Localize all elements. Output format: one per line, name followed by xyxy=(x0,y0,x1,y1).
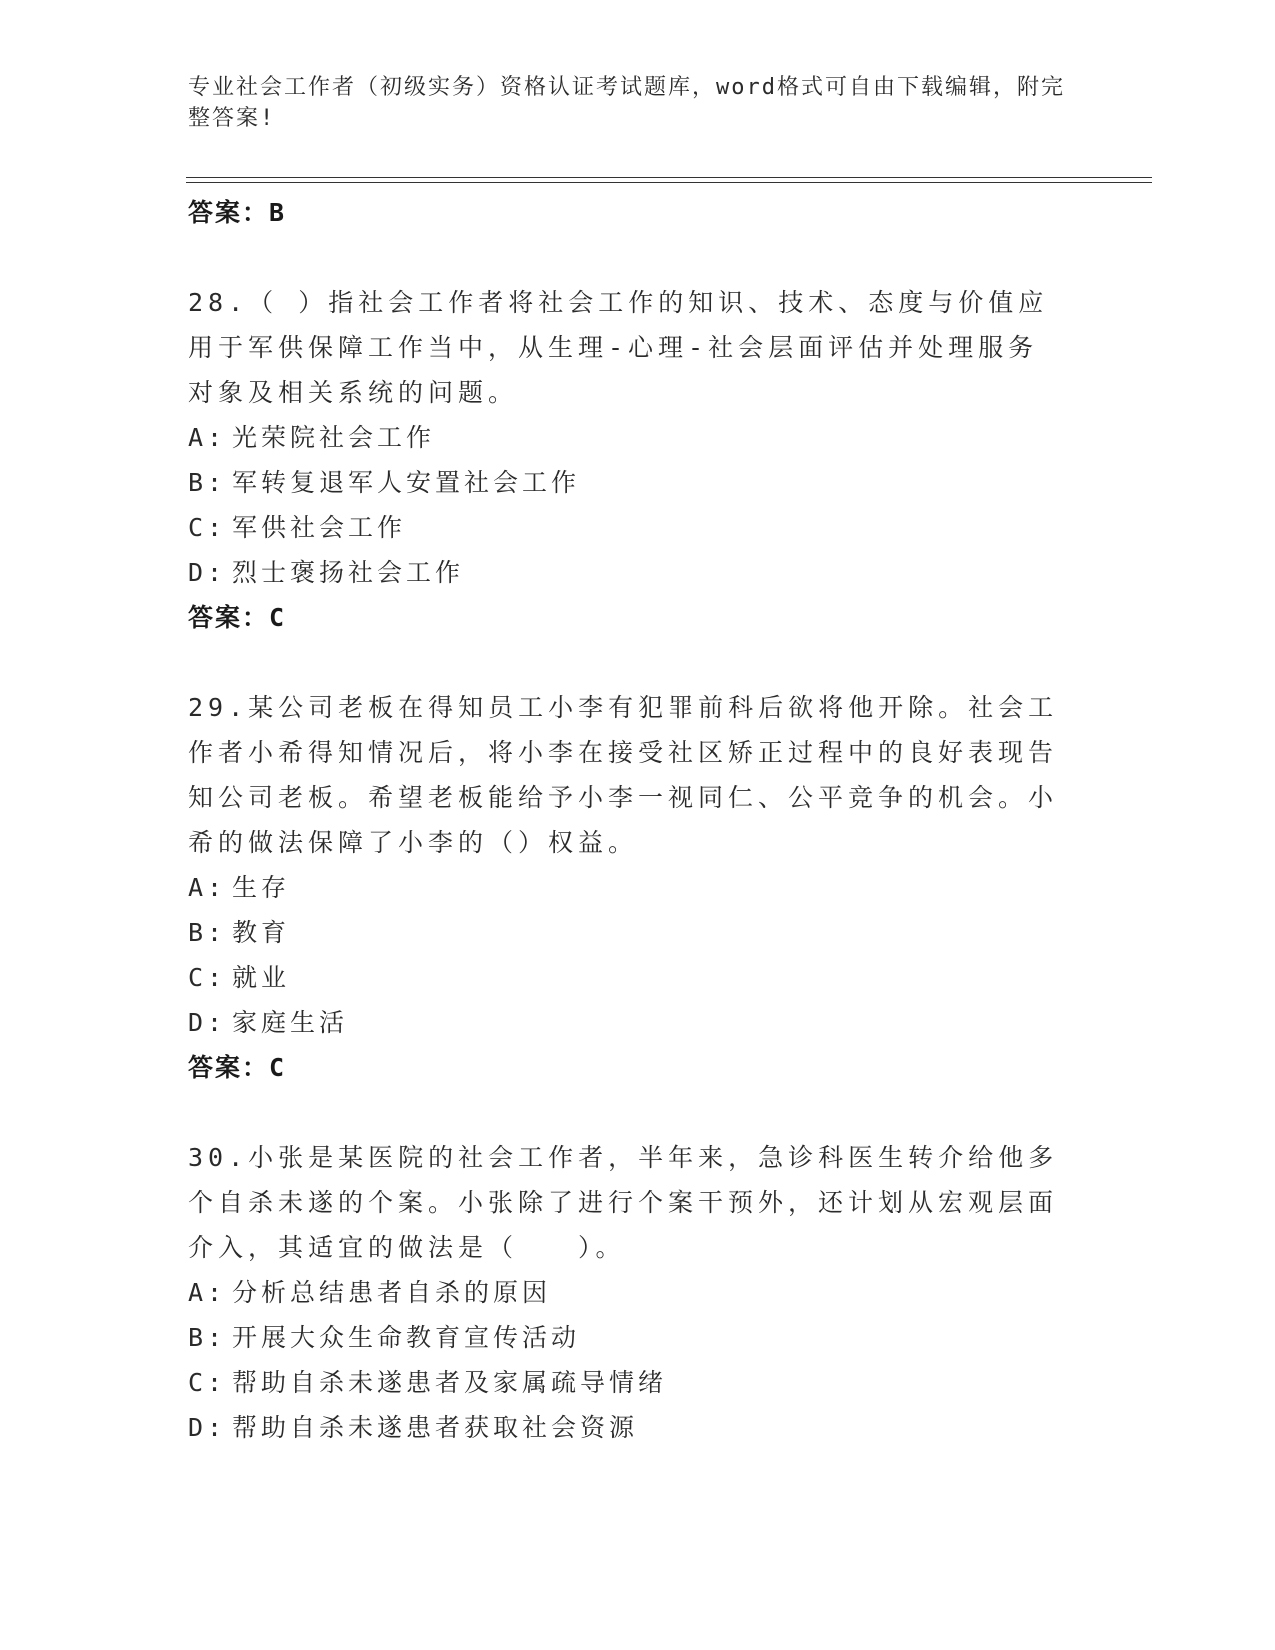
option-c xyxy=(188,955,1068,1000)
option-key: D: xyxy=(188,1413,227,1442)
option-a xyxy=(188,865,1068,910)
option-key: C: xyxy=(188,513,227,542)
option-text: 教育 xyxy=(232,918,291,947)
option-b xyxy=(188,460,1068,505)
answer-line: 答案：B xyxy=(188,198,287,227)
question-text: 29.某公司老板在得知员工小李有犯罪前科后欲将他开除。社会工作者小希得知情况后，将小李在接受社区矫正过程中的良好表现告知公司老板。希望老板能给予小李一视同仁、公平竞争的机会。小希的做法保障了小李的（）权益。 xyxy=(188,693,1059,857)
document-body xyxy=(188,190,1068,1450)
header-rule-top xyxy=(186,177,1152,178)
option-d xyxy=(188,1000,1068,1045)
question-29 xyxy=(188,685,1068,1090)
option-text: 开展大众生命教育宣传活动 xyxy=(232,1323,581,1352)
option-text: 分析总结患者自杀的原因 xyxy=(232,1278,552,1307)
page-header: 专业社会工作者（初级实务）资格认证考试题库，word格式可自由下载编辑，附完整答案! xyxy=(188,75,1065,131)
option-key: A: xyxy=(188,1278,227,1307)
option-key: C: xyxy=(188,963,227,992)
option-text: 光荣院社会工作 xyxy=(232,423,436,452)
option-key: B: xyxy=(188,468,227,497)
header-rule-bottom xyxy=(186,182,1152,183)
option-text: 就业 xyxy=(232,963,291,992)
question-30 xyxy=(188,1135,1068,1450)
answer-line: 答案：C xyxy=(188,603,287,632)
option-d xyxy=(188,1405,1068,1450)
answer-line: 答案：C xyxy=(188,1053,287,1082)
option-b xyxy=(188,910,1068,955)
question-28 xyxy=(188,280,1068,640)
option-c xyxy=(188,1360,1068,1405)
option-b xyxy=(188,1315,1068,1360)
option-key: A: xyxy=(188,873,227,902)
option-text: 军转复退军人安置社会工作 xyxy=(232,468,581,497)
option-c xyxy=(188,505,1068,550)
option-text: 帮助自杀未遂患者获取社会资源 xyxy=(232,1413,639,1442)
option-key: B: xyxy=(188,918,227,947)
option-text: 帮助自杀未遂患者及家属疏导情绪 xyxy=(232,1368,668,1397)
option-text: 烈士褒扬社会工作 xyxy=(232,558,465,587)
option-key: B: xyxy=(188,1323,227,1352)
question-text: 30.小张是某医院的社会工作者，半年来，急诊科医生转介给他多个自杀未遂的个案。小张除了进行个案干预外，还计划从宏观层面介入，其适宜的做法是（ ）。 xyxy=(188,1143,1059,1262)
option-d xyxy=(188,550,1068,595)
option-text: 生存 xyxy=(232,873,291,902)
option-a xyxy=(188,415,1068,460)
option-a xyxy=(188,1270,1068,1315)
option-text: 家庭生活 xyxy=(232,1008,349,1037)
option-text: 军供社会工作 xyxy=(232,513,407,542)
option-key: D: xyxy=(188,558,227,587)
question-text: 28.（ ）指社会工作者将社会工作的知识、技术、态度与价值应用于军供保障工作当中，从生理-心理-社会层面评估并处理服务对象及相关系统的问题。 xyxy=(188,288,1049,407)
option-key: C: xyxy=(188,1368,227,1397)
option-key: D: xyxy=(188,1008,227,1037)
option-key: A: xyxy=(188,423,227,452)
